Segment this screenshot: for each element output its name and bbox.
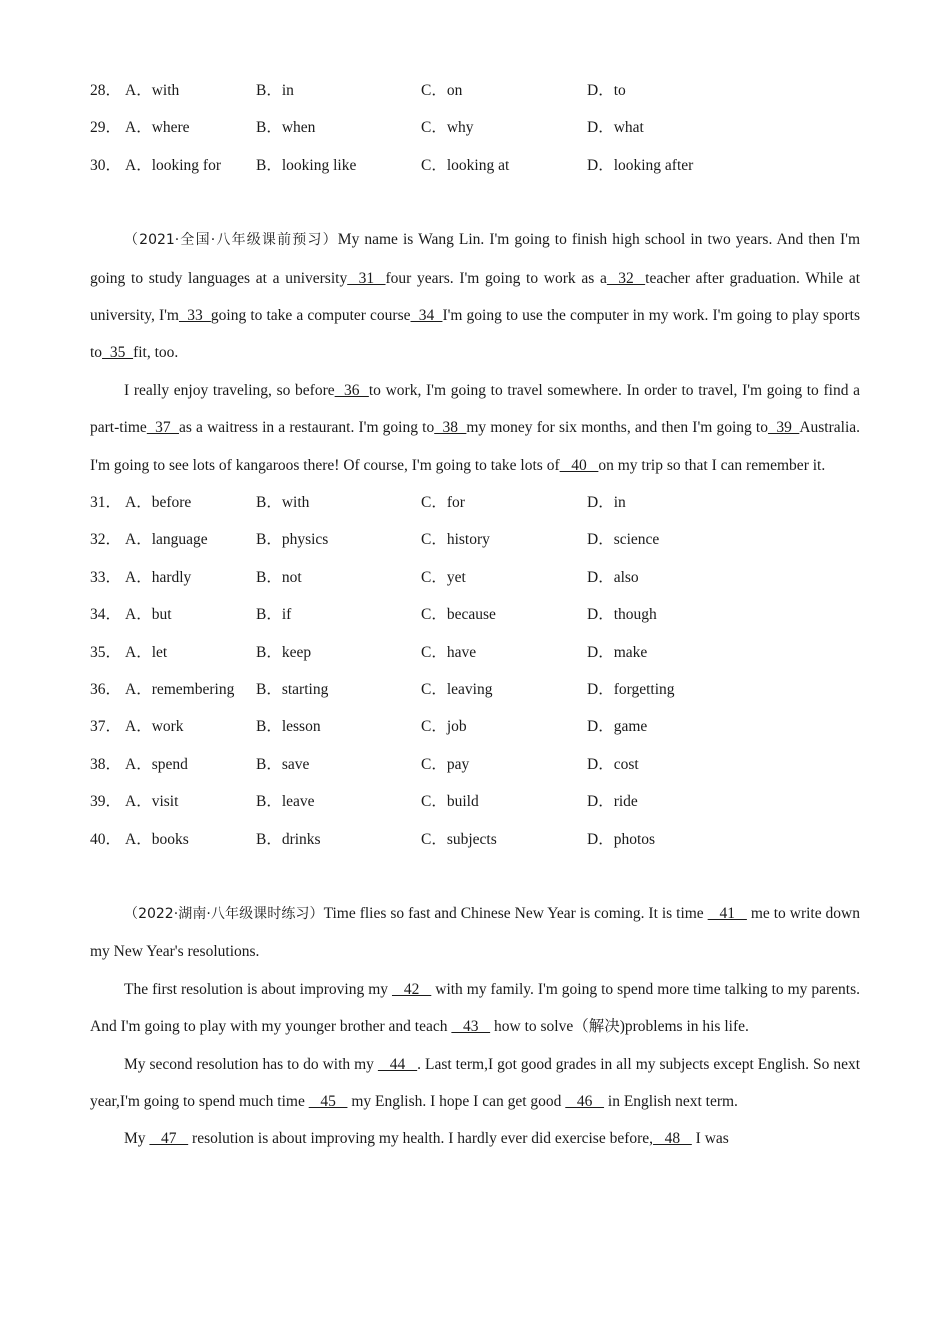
question-row-39 [90, 783, 860, 820]
question-row-37 [90, 708, 860, 745]
passage-2022 [90, 895, 860, 1158]
blank-48: 48 [653, 1130, 692, 1148]
question-number: 33． [90, 568, 122, 586]
option-a: A．before [125, 494, 192, 512]
option-c: C．pay [421, 755, 470, 773]
passage-text: how to solve（解决)problems in his life. [490, 1018, 749, 1036]
option-d: D．science [587, 531, 660, 549]
option-a: A．but [125, 606, 172, 624]
option-a: A．work [125, 718, 184, 736]
blank-37: 37 [146, 419, 179, 437]
option-a: A．let [125, 643, 168, 661]
option-b: B．drinks [256, 830, 321, 848]
option-c: C．job [421, 718, 467, 736]
option-b: B．looking like [256, 156, 357, 174]
blank-43: 43 [451, 1018, 491, 1036]
passage-text: my English. I hope I can get good [347, 1092, 566, 1110]
passage-2021 [90, 221, 860, 484]
passage-source: （2022·湖南·八年级课时练习） [124, 905, 324, 922]
passage-paragraph [90, 221, 860, 372]
option-d: D．forgetting [587, 680, 675, 698]
passage-text: with my family. I'm going to spend more time talking to my parents. And I'm going to play with my younger brother and teach [90, 980, 860, 1036]
option-c: C．on [421, 82, 463, 99]
passage-text: My [124, 1130, 150, 1148]
passage-paragraph [90, 1120, 860, 1157]
passage-text: I'm going to use the computer in my work. I'm going to play sports to [90, 306, 861, 362]
passage-text: My second resolution has to do with my [124, 1055, 378, 1073]
option-d: D．in [587, 494, 626, 512]
option-d: D．ride [587, 793, 638, 811]
question-options-28-30 [90, 72, 860, 184]
question-number: 38． [90, 755, 122, 773]
passage-text: to work, I'm going to travel somewhere. In order to travel, I'm going to find a part-time [90, 381, 861, 437]
blank-41: 41 [707, 904, 747, 922]
passage-text: My name is Wang Lin. I'm going to finish high school in two years. And then I'm going to study languages at a university [90, 231, 860, 287]
option-b: B．physics [256, 531, 329, 549]
passage-text: Australia. I'm going to see lots of kangaroos there! Of course, I'm going to take lots of [90, 419, 861, 474]
question-number: 40． [90, 830, 122, 848]
blank-47: 47 [149, 1130, 189, 1148]
option-a: A．where [125, 119, 190, 137]
option-d: D．cost [587, 755, 639, 773]
option-b: B．if [256, 606, 292, 624]
passage-text: I really enjoy traveling, so before [124, 381, 335, 399]
question-number: 31． [90, 494, 122, 512]
question-number: 34． [90, 606, 122, 624]
option-a: A．looking for [125, 156, 222, 174]
passage-text: in English next term. [604, 1092, 738, 1110]
option-c: C．history [421, 531, 490, 549]
option-c: C．why [421, 119, 474, 137]
option-a: A．with [125, 82, 180, 99]
passage-text: me to write down my New Year's resolutions. [90, 904, 860, 961]
option-d: D．make [587, 643, 648, 661]
option-b: B．when [256, 119, 316, 137]
blank-40: 40 [559, 456, 599, 474]
option-b: B．save [256, 755, 310, 773]
question-options-31-40 [90, 484, 860, 858]
blank-33: 33 [178, 306, 211, 324]
option-a: A．books [125, 830, 189, 848]
question-row-33 [90, 559, 860, 596]
option-b: B．starting [256, 680, 329, 698]
option-d: D．to [587, 82, 626, 99]
option-c: C．leaving [421, 680, 493, 698]
passage-source: （2021·全国·八年级课前预习） [124, 232, 338, 249]
option-a: A．visit [125, 793, 179, 811]
option-d: D．looking after [587, 156, 694, 174]
option-b: B．in [256, 82, 294, 99]
question-number: 29． [90, 119, 122, 137]
option-a: A．spend [125, 755, 188, 773]
blank-35: 35 [102, 344, 134, 362]
blank-38: 38 [434, 419, 467, 437]
question-row-29 [90, 109, 860, 146]
option-a: A．remembering [125, 680, 235, 698]
option-b: B．with [256, 494, 310, 512]
passage-text: The first resolution is about improving my [124, 980, 392, 998]
option-c: C．yet [421, 568, 466, 586]
blank-31: 31 [347, 269, 386, 287]
question-row-38 [90, 746, 860, 783]
question-row-30 [90, 147, 860, 184]
blank-42: 42 [391, 980, 432, 998]
passage-text: as a waitress in a restaurant. I'm going to [178, 419, 435, 437]
option-c: C．because [421, 606, 496, 624]
passage-paragraph [90, 895, 860, 971]
document-page [90, 72, 860, 1158]
option-d: D．photos [587, 830, 656, 848]
passage-text: four years. I'm going to work as a [385, 269, 607, 287]
option-b: B．not [256, 568, 302, 586]
question-row-31 [90, 484, 860, 521]
option-c: C．have [421, 643, 477, 661]
passage-text: my money for six months, and then I'm going to [466, 419, 768, 437]
option-d: D．also [587, 568, 639, 586]
blank-46: 46 [565, 1092, 605, 1110]
question-row-35 [90, 634, 860, 671]
question-number: 28． [90, 82, 122, 99]
option-d: D．game [587, 718, 648, 736]
option-b: B．lesson [256, 718, 321, 736]
passage-text: resolution is about improving my health. I hardly ever did exercise before, [188, 1130, 654, 1148]
option-b: B．keep [256, 643, 312, 661]
passage-text: on my trip so that I can remember it. [598, 456, 826, 474]
passage-text: teacher after graduation. While at university, I'm [90, 269, 861, 324]
option-b: B．leave [256, 793, 315, 811]
question-number: 32． [90, 531, 122, 549]
option-c: C．for [421, 494, 465, 512]
option-c: C．subjects [421, 830, 497, 848]
blank-44: 44 [377, 1055, 418, 1073]
option-c: C．build [421, 793, 479, 811]
question-row-40 [90, 821, 860, 858]
question-number: 36． [90, 680, 122, 698]
passage-text: I was [691, 1130, 729, 1148]
option-a: A．hardly [125, 568, 192, 586]
question-row-32 [90, 521, 860, 558]
blank-34: 34 [410, 306, 443, 324]
question-number: 30． [90, 156, 122, 174]
passage-text: Time flies so fast and Chinese New Year is coming. It is time [323, 904, 708, 922]
passage-paragraph [90, 971, 860, 1046]
blank-39: 39 [768, 419, 800, 437]
passage-text: going to take a computer course [210, 306, 411, 324]
question-row-28 [90, 72, 860, 109]
blank-36: 36 [334, 381, 369, 399]
option-c: C．looking at [421, 156, 510, 174]
blank-45: 45 [308, 1092, 348, 1110]
question-number: 37． [90, 718, 122, 736]
option-d: D．what [587, 119, 644, 137]
passage-text: fit, too. [133, 344, 179, 362]
question-row-36 [90, 671, 860, 708]
question-number: 39． [90, 793, 122, 811]
passage-paragraph [90, 1046, 860, 1121]
question-number: 35． [90, 643, 122, 661]
option-d: D．though [587, 606, 657, 624]
question-row-34 [90, 596, 860, 633]
option-a: A．language [125, 531, 208, 549]
passage-text: . Last term,I got good grades in all my subjects except English. So next year,I'm going to spend much time [90, 1055, 861, 1110]
blank-32: 32 [606, 269, 646, 287]
passage-paragraph [90, 372, 860, 484]
